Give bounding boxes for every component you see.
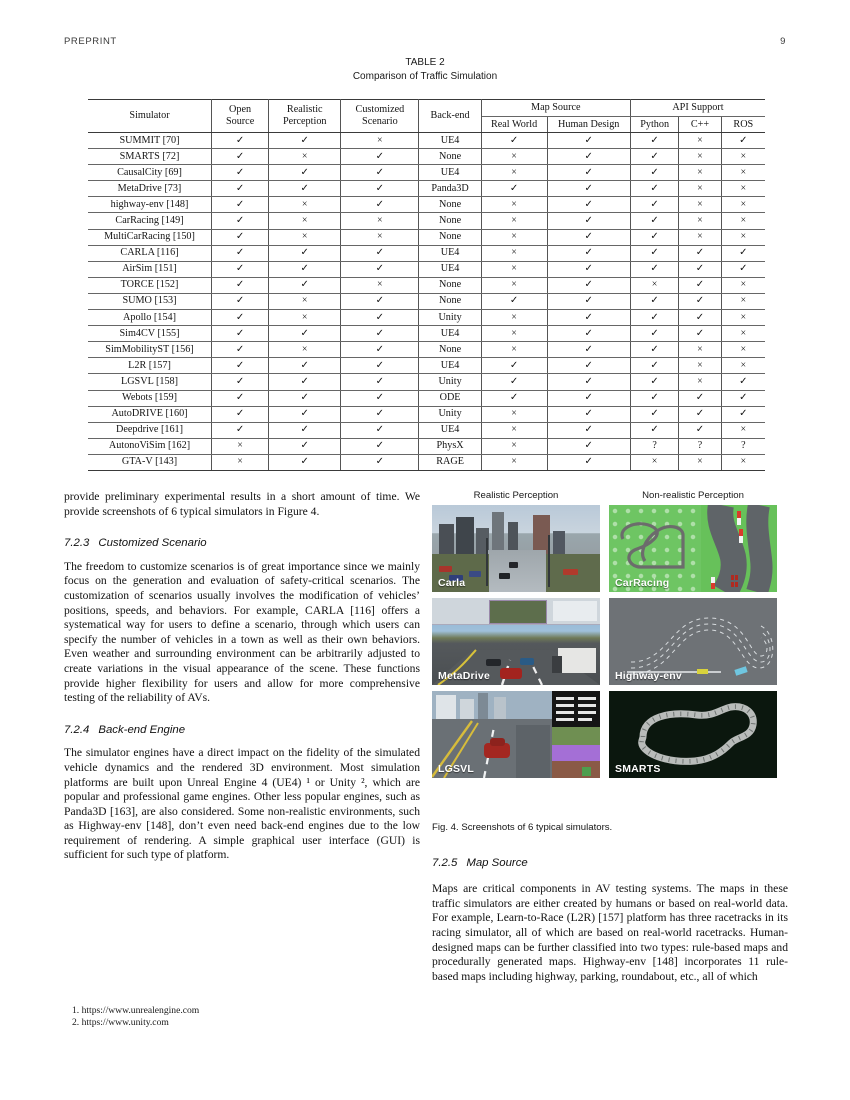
cell-human-design: ✓	[547, 390, 630, 406]
cell-cpp: ×	[679, 181, 721, 197]
col-group-header-api-support: API Support	[630, 100, 765, 117]
table-row	[88, 422, 765, 438]
cell-open-source: ×	[212, 454, 269, 470]
col-header-open-source-l1: Open	[229, 104, 252, 115]
cell-realistic-perception: ✓	[269, 181, 341, 197]
col-header-customized-scenario-l1: Customized	[355, 104, 405, 115]
col-header-realistic-perception-l1: Realistic	[286, 104, 323, 115]
cell-customized-scenario: ✓	[341, 326, 419, 342]
col-header-ros: ROS	[721, 117, 765, 133]
col-header-customized-scenario	[341, 100, 419, 133]
cell-realistic-perception: ✓	[269, 326, 341, 342]
cell-ros: ×	[721, 213, 765, 229]
table-row	[88, 406, 765, 422]
cell-ros: ×	[721, 358, 765, 374]
col-header-backend: Back-end	[419, 100, 481, 133]
table-row	[88, 197, 765, 213]
col-header-real-world: Real World	[481, 117, 547, 133]
cell-customized-scenario: ✓	[341, 149, 419, 165]
table-row	[88, 245, 765, 261]
cell-ros: ×	[721, 229, 765, 245]
cell-ros: ×	[721, 326, 765, 342]
cell-python: ✓	[630, 310, 678, 326]
cell-human-design: ✓	[547, 229, 630, 245]
cell-human-design: ✓	[547, 149, 630, 165]
cell-backend: UE4	[419, 245, 481, 261]
table-row	[88, 277, 765, 293]
cell-open-source: ✓	[212, 213, 269, 229]
cell-simulator-name: Webots [159]	[88, 390, 212, 406]
cell-customized-scenario: ×	[341, 277, 419, 293]
cell-cpp: ×	[679, 342, 721, 358]
cell-backend: None	[419, 229, 481, 245]
cell-backend: None	[419, 277, 481, 293]
cell-open-source: ✓	[212, 165, 269, 181]
cell-realistic-perception: ✓	[269, 245, 341, 261]
cell-realistic-perception: ✓	[269, 438, 341, 454]
cell-backend: None	[419, 342, 481, 358]
cell-simulator-name: SUMO [153]	[88, 293, 212, 309]
col-group-header-map-source: Map Source	[481, 100, 630, 117]
paragraph-backend-engine: The simulator engines have a direct impact on the fidelity of the simulated vehicle dynamics and the rendered 3D environment. Most simulation platforms are built upon Unreal Engine 4 (UE4) ¹ or Unity ², which are popular and professional game engines. Other less popular engines, such as Panda3D [163], are also considered. Some non-realistic environments, such as Highway-env [148], don’t even need back-end engines due to the low requirement of rendering. A simple graphical user interface (GUI) is sufficient for such type of platform.	[64, 746, 420, 862]
section-title-7-2-4: Back-end Engine	[98, 723, 186, 736]
cell-real-world: ×	[481, 342, 547, 358]
cell-simulator-name: CarRacing [149]	[88, 213, 212, 229]
cell-cpp: ×	[679, 149, 721, 165]
cell-realistic-perception: ✓	[269, 133, 341, 149]
cell-ros: ×	[721, 310, 765, 326]
cell-realistic-perception: ✓	[269, 277, 341, 293]
cell-realistic-perception: ✓	[269, 454, 341, 470]
section-number-7-2-4: 7.2.4	[64, 723, 90, 736]
col-header-human-design: Human Design	[547, 117, 630, 133]
cell-realistic-perception: ✓	[269, 261, 341, 277]
cell-python: ✓	[630, 374, 678, 390]
section-heading-7-2-4	[64, 723, 420, 738]
cell-real-world: ✓	[481, 390, 547, 406]
footnote-2[interactable]: 2. https://www.unity.com	[72, 1017, 169, 1029]
cell-realistic-perception: ×	[269, 197, 341, 213]
figure-panel-label-highway-env: Highway-env	[615, 670, 682, 682]
cell-simulator-name: GTA-V [143]	[88, 454, 212, 470]
cell-customized-scenario: ✓	[341, 293, 419, 309]
table-row	[88, 374, 765, 390]
figure-colhead-realistic: Realistic Perception	[473, 490, 559, 501]
cell-backend: Unity	[419, 310, 481, 326]
cell-realistic-perception: ×	[269, 310, 341, 326]
cell-human-design: ✓	[547, 406, 630, 422]
cell-ros: ×	[721, 197, 765, 213]
cell-open-source: ✓	[212, 342, 269, 358]
col-header-customized-scenario-l2: Scenario	[362, 116, 398, 127]
cell-cpp: ×	[679, 197, 721, 213]
right-text-column	[432, 856, 788, 984]
paragraph-customized-scenario: The freedom to customize scenarios is of great importance since we mainly focus on the generation and evaluation of safety-critical scenarios. The customization of scenarios usually involves the modification of vehicles’ positions, speeds, and behaviors. For example, CARLA [116] offers a systematical way for users to define a scenario, through which users can specify the number of vehicles in a town as well as their own behaviors. Even weather and surrounding environment can be arbitrarily adjusted to create variations in the visual appearance of the scene. These functions provide higher flexibility for users and allow for more comprehensive testing of the reliability of AVs.	[64, 559, 420, 705]
section-title-7-2-5: Map Source	[466, 857, 528, 869]
cell-open-source: ✓	[212, 133, 269, 149]
table-label: TABLE 2	[405, 57, 445, 68]
cell-simulator-name: CARLA [116]	[88, 245, 212, 261]
table-row	[88, 149, 765, 165]
cell-python: ✓	[630, 261, 678, 277]
cell-simulator-name: MultiCarRacing [150]	[88, 229, 212, 245]
cell-ros: ?	[721, 438, 765, 454]
cell-simulator-name: AirSim [151]	[88, 261, 212, 277]
cell-cpp: ✓	[679, 293, 721, 309]
cell-real-world: ✓	[481, 181, 547, 197]
cell-real-world: ×	[481, 422, 547, 438]
figure-row-1	[432, 505, 777, 592]
left-text-column	[64, 490, 420, 863]
figure-panel-label-carracing: CarRacing	[615, 577, 670, 589]
cell-real-world: ×	[481, 197, 547, 213]
cell-open-source: ×	[212, 438, 269, 454]
table-row	[88, 229, 765, 245]
cell-simulator-name: highway-env [148]	[88, 197, 212, 213]
cell-realistic-perception: ✓	[269, 358, 341, 374]
cell-human-design: ✓	[547, 293, 630, 309]
cell-customized-scenario: ✓	[341, 181, 419, 197]
figure-panel-smarts	[609, 691, 777, 778]
cell-python: ✓	[630, 422, 678, 438]
cell-python: ×	[630, 277, 678, 293]
cell-real-world: ✓	[481, 358, 547, 374]
cell-open-source: ✓	[212, 374, 269, 390]
cell-human-design: ✓	[547, 358, 630, 374]
cell-realistic-perception: ✓	[269, 422, 341, 438]
cell-backend: UE4	[419, 326, 481, 342]
cell-customized-scenario: ✓	[341, 406, 419, 422]
cell-simulator-name: SMARTS [72]	[88, 149, 212, 165]
cell-python: ✓	[630, 245, 678, 261]
table-title: Comparison of Traffic Simulation	[352, 71, 498, 82]
cell-open-source: ✓	[212, 310, 269, 326]
cell-open-source: ✓	[212, 390, 269, 406]
cell-human-design: ✓	[547, 245, 630, 261]
cell-realistic-perception: ×	[269, 149, 341, 165]
cell-cpp: ×	[679, 165, 721, 181]
cell-simulator-name: TORCE [152]	[88, 277, 212, 293]
cell-cpp: ?	[679, 438, 721, 454]
cell-cpp: ×	[679, 374, 721, 390]
cell-cpp: ✓	[679, 422, 721, 438]
cell-customized-scenario: ✓	[341, 374, 419, 390]
table-row	[88, 181, 765, 197]
cell-cpp: ×	[679, 213, 721, 229]
cell-real-world: ×	[481, 277, 547, 293]
page-number: 9	[780, 36, 786, 47]
cell-python: ✓	[630, 229, 678, 245]
cell-ros: ×	[721, 293, 765, 309]
table-header-row-1	[88, 100, 765, 117]
table-row	[88, 438, 765, 454]
section-title-7-2-3: Customized Scenario	[98, 537, 207, 550]
cell-simulator-name: AutoDRIVE [160]	[88, 406, 212, 422]
cell-ros: ✓	[721, 390, 765, 406]
cell-python: ✓	[630, 133, 678, 149]
figure-panel-label-lgsvl: LGSVL	[438, 763, 475, 775]
cell-cpp: ✓	[679, 245, 721, 261]
cell-python: ✓	[630, 406, 678, 422]
paragraph-intro: provide preliminary experimental results in a short amount of time. We provide screenshots of 6 typical simulators in Figure 4.	[64, 490, 420, 518]
col-header-open-source-l2: Source	[225, 116, 255, 127]
cell-backend: UE4	[419, 422, 481, 438]
cell-ros: ×	[721, 277, 765, 293]
comparison-table-wrap	[88, 99, 765, 471]
table-row	[88, 454, 765, 470]
cell-cpp: ✓	[679, 310, 721, 326]
cell-real-world: ×	[481, 229, 547, 245]
table-row	[88, 165, 765, 181]
figure-panel-lgsvl	[432, 691, 600, 778]
cell-backend: Unity	[419, 374, 481, 390]
paragraph-map-source: Maps are critical components in AV testing systems. The maps in these traffic simulators are either created by humans or based on real-world data. For example, Learn-to-Race (L2R) [157] platform has three racetracks in its racing simulator, all of which are based on real-world racetracks. Human-designed maps can be further classified into two types: rule-based maps and procedurally generated maps. Highway-env [148] incorporates 11 rule-based maps including highway, parking, roundabout, etc., all of which	[432, 882, 788, 983]
cell-open-source: ✓	[212, 181, 269, 197]
cell-realistic-perception: ✓	[269, 406, 341, 422]
cell-python: ×	[630, 454, 678, 470]
col-header-realistic-perception-l2: Perception	[282, 116, 327, 127]
table-row	[88, 133, 765, 149]
cell-open-source: ✓	[212, 197, 269, 213]
cell-open-source: ✓	[212, 422, 269, 438]
cell-backend: None	[419, 293, 481, 309]
cell-open-source: ✓	[212, 277, 269, 293]
cell-cpp: ✓	[679, 390, 721, 406]
cell-simulator-name: SUMMIT [70]	[88, 133, 212, 149]
table-row	[88, 390, 765, 406]
figure-caption: Fig. 4. Screenshots of 6 typical simulators.	[432, 822, 613, 833]
cell-customized-scenario: ×	[341, 133, 419, 149]
cell-python: ✓	[630, 390, 678, 406]
table-caption	[0, 56, 850, 84]
cell-human-design: ✓	[547, 422, 630, 438]
cell-customized-scenario: ✓	[341, 245, 419, 261]
cell-simulator-name: Sim4CV [155]	[88, 326, 212, 342]
cell-open-source: ✓	[212, 293, 269, 309]
figure-panel-grid	[432, 505, 777, 778]
cell-python: ?	[630, 438, 678, 454]
cell-ros: ×	[721, 165, 765, 181]
cell-real-world: ×	[481, 326, 547, 342]
cell-open-source: ✓	[212, 358, 269, 374]
cell-customized-scenario: ✓	[341, 390, 419, 406]
cell-ros: ✓	[721, 406, 765, 422]
cell-cpp: ×	[679, 133, 721, 149]
footnote-1[interactable]: 1. https://www.unrealengine.com	[72, 1005, 200, 1016]
table-row	[88, 261, 765, 277]
cell-realistic-perception: ✓	[269, 374, 341, 390]
cell-ros: ×	[721, 149, 765, 165]
cell-cpp: ✓	[679, 261, 721, 277]
cell-customized-scenario: ×	[341, 213, 419, 229]
cell-customized-scenario: ✓	[341, 261, 419, 277]
cell-human-design: ✓	[547, 374, 630, 390]
cell-human-design: ✓	[547, 454, 630, 470]
table-row	[88, 326, 765, 342]
cell-real-world: ×	[481, 149, 547, 165]
figure-panel-metadrive	[432, 598, 600, 685]
cell-backend: UE4	[419, 133, 481, 149]
cell-ros: ✓	[721, 261, 765, 277]
col-header-python: Python	[630, 117, 678, 133]
col-header-realistic-perception	[269, 100, 341, 133]
cell-open-source: ✓	[212, 149, 269, 165]
figure-panel-label-carla: Carla	[438, 577, 466, 589]
cell-backend: Panda3D	[419, 181, 481, 197]
figure-panel-highway-env	[609, 598, 777, 685]
col-header-open-source	[212, 100, 269, 133]
cell-ros: ×	[721, 422, 765, 438]
cell-customized-scenario: ✓	[341, 454, 419, 470]
cell-open-source: ✓	[212, 245, 269, 261]
cell-backend: None	[419, 149, 481, 165]
cell-cpp: ✓	[679, 326, 721, 342]
col-header-cpp: C++	[679, 117, 721, 133]
figure-4	[432, 490, 777, 778]
cell-backend: PhysX	[419, 438, 481, 454]
cell-customized-scenario: ✓	[341, 165, 419, 181]
cell-python: ✓	[630, 149, 678, 165]
cell-backend: None	[419, 197, 481, 213]
cell-customized-scenario: ✓	[341, 310, 419, 326]
cell-real-world: ×	[481, 261, 547, 277]
cell-python: ✓	[630, 326, 678, 342]
cell-open-source: ✓	[212, 261, 269, 277]
cell-simulator-name: AutonoViSim [162]	[88, 438, 212, 454]
cell-real-world: ×	[481, 310, 547, 326]
cell-customized-scenario: ×	[341, 229, 419, 245]
cell-realistic-perception: ×	[269, 213, 341, 229]
cell-cpp: ×	[679, 358, 721, 374]
figure-panel-carla	[432, 505, 600, 592]
table-row	[88, 310, 765, 326]
table-row	[88, 358, 765, 374]
cell-real-world: ×	[481, 406, 547, 422]
cell-simulator-name: Deepdrive [161]	[88, 422, 212, 438]
cell-backend: ODE	[419, 390, 481, 406]
cell-realistic-perception: ×	[269, 229, 341, 245]
cell-real-world: ✓	[481, 293, 547, 309]
figure-panel-label-metadrive: MetaDrive	[438, 670, 490, 682]
cell-real-world: ×	[481, 454, 547, 470]
cell-human-design: ✓	[547, 197, 630, 213]
cell-backend: UE4	[419, 165, 481, 181]
cell-customized-scenario: ✓	[341, 422, 419, 438]
figure-colhead-nonrealistic: Non-realistic Perception	[642, 490, 744, 501]
cell-open-source: ✓	[212, 326, 269, 342]
cell-realistic-perception: ×	[269, 342, 341, 358]
table-body	[88, 133, 765, 471]
cell-human-design: ✓	[547, 310, 630, 326]
cell-cpp: ×	[679, 454, 721, 470]
cell-backend: None	[419, 213, 481, 229]
cell-ros: ×	[721, 181, 765, 197]
table-row	[88, 342, 765, 358]
cell-python: ✓	[630, 165, 678, 181]
comparison-table	[88, 99, 765, 471]
cell-human-design: ✓	[547, 261, 630, 277]
cell-customized-scenario: ✓	[341, 438, 419, 454]
cell-simulator-name: LGSVL [158]	[88, 374, 212, 390]
section-heading-7-2-5	[432, 856, 788, 871]
cell-human-design: ✓	[547, 213, 630, 229]
cell-human-design: ✓	[547, 181, 630, 197]
cell-real-world: ✓	[481, 374, 547, 390]
cell-simulator-name: MetaDrive [73]	[88, 181, 212, 197]
cell-python: ✓	[630, 213, 678, 229]
cell-realistic-perception: ✓	[269, 390, 341, 406]
cell-ros: ×	[721, 342, 765, 358]
cell-cpp: ✓	[679, 406, 721, 422]
cell-real-world: ✓	[481, 133, 547, 149]
table-row	[88, 293, 765, 309]
cell-backend: UE4	[419, 358, 481, 374]
figure-panel-carracing	[609, 505, 777, 592]
cell-human-design: ✓	[547, 165, 630, 181]
cell-open-source: ✓	[212, 229, 269, 245]
cell-ros: ✓	[721, 245, 765, 261]
figure-column-headers	[432, 490, 777, 501]
cell-human-design: ✓	[547, 326, 630, 342]
cell-ros: ✓	[721, 374, 765, 390]
cell-human-design: ✓	[547, 438, 630, 454]
cell-ros: ✓	[721, 133, 765, 149]
cell-real-world: ×	[481, 165, 547, 181]
cell-customized-scenario: ✓	[341, 342, 419, 358]
cell-human-design: ✓	[547, 133, 630, 149]
cell-backend: RAGE	[419, 454, 481, 470]
cell-cpp: ✓	[679, 277, 721, 293]
cell-simulator-name: SimMobilityST [156]	[88, 342, 212, 358]
cell-backend: Unity	[419, 406, 481, 422]
cell-ros: ×	[721, 454, 765, 470]
running-head-left: PREPRINT	[64, 36, 117, 47]
col-header-simulator: Simulator	[88, 100, 212, 133]
cell-realistic-perception: ×	[269, 293, 341, 309]
footnote-block	[72, 1005, 412, 1030]
cell-python: ✓	[630, 197, 678, 213]
cell-python: ✓	[630, 358, 678, 374]
section-number-7-2-3: 7.2.3	[64, 537, 90, 550]
cell-real-world: ×	[481, 438, 547, 454]
cell-real-world: ×	[481, 213, 547, 229]
cell-realistic-perception: ✓	[269, 165, 341, 181]
cell-human-design: ✓	[547, 277, 630, 293]
cell-customized-scenario: ✓	[341, 358, 419, 374]
section-number-7-2-5: 7.2.5	[432, 857, 458, 869]
cell-simulator-name: CausalCity [69]	[88, 165, 212, 181]
table-row	[88, 213, 765, 229]
cell-customized-scenario: ✓	[341, 197, 419, 213]
cell-cpp: ×	[679, 229, 721, 245]
figure-panel-label-smarts: SMARTS	[615, 763, 661, 775]
cell-simulator-name: Apollo [154]	[88, 310, 212, 326]
cell-python: ✓	[630, 293, 678, 309]
section-heading-7-2-3	[64, 536, 420, 551]
cell-python: ✓	[630, 342, 678, 358]
figure-row-3	[432, 691, 777, 778]
cell-python: ✓	[630, 181, 678, 197]
cell-real-world: ×	[481, 245, 547, 261]
table-head	[88, 100, 765, 133]
cell-human-design: ✓	[547, 342, 630, 358]
cell-simulator-name: L2R [157]	[88, 358, 212, 374]
cell-backend: UE4	[419, 261, 481, 277]
figure-row-2	[432, 598, 777, 685]
cell-open-source: ✓	[212, 406, 269, 422]
